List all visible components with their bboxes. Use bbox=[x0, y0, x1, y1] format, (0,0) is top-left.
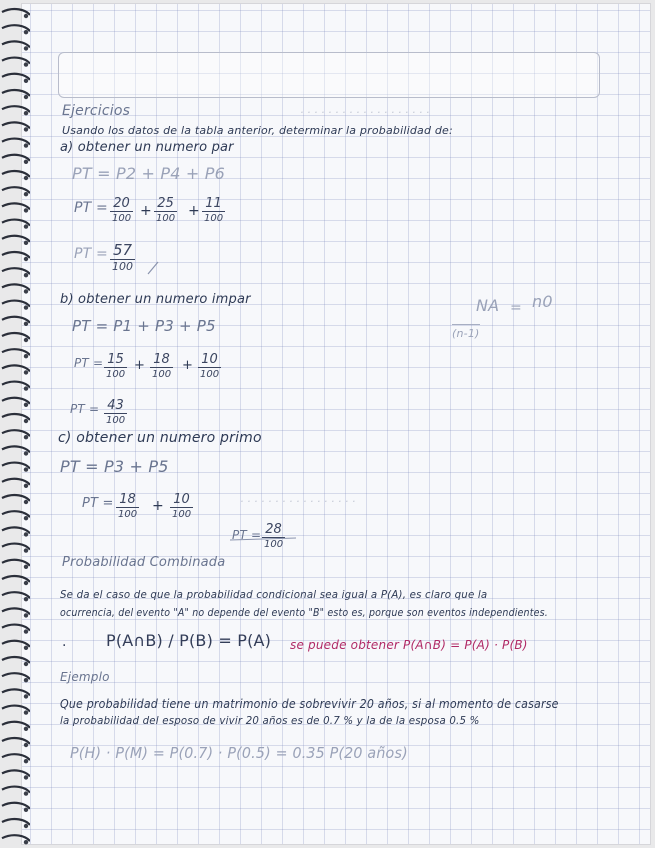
part-a-label: a) obtener un numero par bbox=[60, 140, 234, 155]
example-question-line-1: Que probabilidad tiene un matrimonio de sobrevivir 20 años, si al momento de casarse bbox=[60, 697, 559, 711]
part-a-sum-prefix: PT = bbox=[74, 200, 108, 216]
part-b-fraction: 10 100 bbox=[200, 352, 220, 380]
example-question-line-2: la probabilidad del esposo de vivir 20 años es de 0.7 % y la de la esposa 0.5 % bbox=[60, 714, 480, 727]
part-c-result: 28 100 bbox=[264, 522, 284, 550]
combined-formula: P(A∩B) / P(B) = P(A) bbox=[106, 631, 272, 650]
side-note-right: n0 bbox=[532, 292, 553, 311]
part-c-label: c) obtener un numero primo bbox=[58, 430, 262, 446]
instruction-text: Usando los datos de la tabla anterior, determinar la probabilidad de: bbox=[62, 124, 453, 137]
part-b-result: 43 100 bbox=[106, 398, 126, 426]
part-b-formula: PT = P1 + P3 + P5 bbox=[72, 317, 216, 335]
combined-paragraph-line-2: ocurrencia, del evento "A" no depende del evento "B" esto es, porque son eventos independientes. bbox=[60, 606, 548, 619]
part-a-fraction: 25 100 bbox=[156, 196, 176, 224]
part-c-fraction: 18 100 bbox=[118, 492, 138, 520]
combined-title: Probabilidad Combinada bbox=[62, 555, 226, 570]
part-b-result-prefix: PT = bbox=[70, 402, 100, 416]
part-a-fraction: 20 100 bbox=[112, 196, 132, 224]
result-underline bbox=[230, 538, 296, 540]
side-note-left: NA bbox=[476, 296, 500, 315]
part-b-fraction: 15 100 bbox=[106, 352, 126, 380]
part-b-sum-prefix: PT = bbox=[74, 356, 104, 370]
part-a-result: 57 100 bbox=[112, 241, 133, 273]
part-b-label: b) obtener un numero impar bbox=[60, 292, 251, 307]
side-note-denominator: (n-1) bbox=[452, 324, 480, 340]
combined-pink-note: se puede obtener P(A∩B) = P(A) · P(B) bbox=[290, 638, 528, 652]
example-answer: P(H) · P(M) = P(0.7) · P(0.5) = 0.35 P(20 años) bbox=[70, 744, 408, 762]
part-c-result-prefix: PT = bbox=[232, 528, 262, 542]
example-title: Ejemplo bbox=[60, 670, 110, 684]
part-c-sum-prefix: PT = bbox=[82, 496, 114, 511]
part-b-fraction: 18 100 bbox=[152, 352, 172, 380]
section-title: Ejercicios bbox=[62, 103, 131, 119]
part-a-fraction: 11 100 bbox=[204, 196, 224, 224]
combined-paragraph-line-1: Se da el caso de que la probabilidad condicional sea igual a P(A), es claro que la bbox=[60, 588, 488, 601]
part-a-result-prefix: PT = bbox=[74, 246, 108, 262]
part-c-formula: PT = P3 + P5 bbox=[60, 457, 169, 476]
check-mark bbox=[148, 262, 158, 274]
bullet-dot: · bbox=[62, 638, 67, 654]
part-c-fraction: 10 100 bbox=[172, 492, 192, 520]
part-a-formula: PT = P2 + P4 + P6 bbox=[72, 164, 226, 183]
